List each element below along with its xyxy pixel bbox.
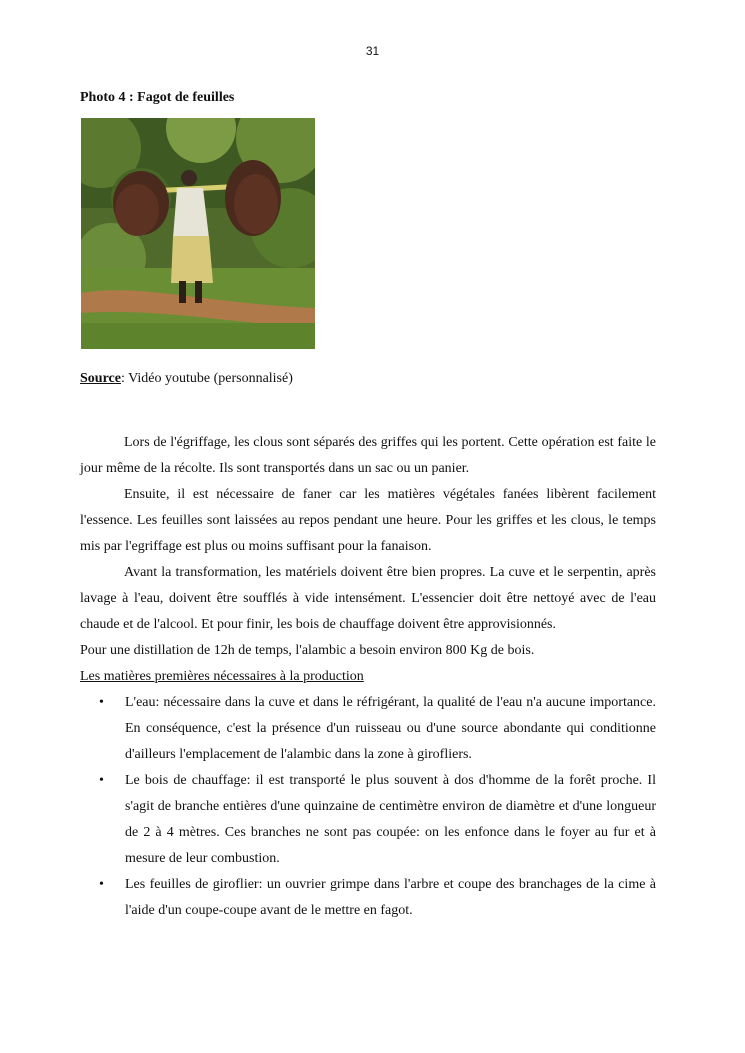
paragraph: Avant la transformation, les matériels doivent être bien propres. La cuve et le serpentin, après lavage à l'eau, doivent être soufflés à vide intensément. L'essencier doit être nettoyé avec de l'eau chaude et de l'alcool. Et pour finir, les bois de chauffage doivent être approvisionnés. <box>80 565 656 632</box>
source-label: Source <box>80 371 121 386</box>
photo-leaf-bundles <box>81 118 315 349</box>
list-item <box>80 872 656 924</box>
source-line <box>80 371 293 387</box>
list-item-text: L'eau: nécessaire dans la cuve et dans le réfrigérant, la qualité de l'eau n'a aucune importance. En conséquence, c'est la présence d'un ruisseau ou d'une source abondante qui conditionne d'ailleurs l'emplacement de l'alambic dans la zone à girofliers. <box>125 695 656 762</box>
list-item-text: Les feuilles de giroflier: un ouvrier grimpe dans l'arbre et coupe des branchages de la cime à l'aide d'un coupe-coupe avant de le mettre en fagot. <box>125 877 656 918</box>
list-item <box>80 690 656 768</box>
photo-title: Photo 4 : Fagot de feuilles <box>80 90 235 105</box>
bullet-icon: • <box>99 695 104 710</box>
paragraph: Ensuite, il est nécessaire de faner car les matières végétales fanées libèrent facilement l'essence. Les feuilles sont laissées au repos pendant une heure. Pour les griffes et les clous, le temps mis par l'egriffage est plus ou moins suffisant pour la fanaison. <box>80 487 656 554</box>
section-heading: Les matières premières nécessaires à la production <box>80 669 364 684</box>
plain-line: Pour une distillation de 12h de temps, l'alambic a besoin environ 800 Kg de bois. <box>80 643 535 658</box>
list-item <box>80 768 656 872</box>
bullet-icon: • <box>99 773 104 788</box>
page-number: 31 <box>365 44 380 58</box>
bullet-icon: • <box>99 877 104 892</box>
bullet-list <box>80 690 656 924</box>
paragraph: Lors de l'égriffage, les clous sont séparés des griffes qui les portent. Cette opération est faite le jour même de la récolte. Ils sont transportés dans un sac ou un panier. <box>80 435 656 476</box>
body-text <box>80 430 656 924</box>
source-text: : Vidéo youtube (personnalisé) <box>120 371 293 386</box>
list-item-text: Le bois de chauffage: il est transporté le plus souvent à dos d'homme de la forêt proche. Il s'agit de branche entières d'une quinzaine de centimètre environ de diamètre et d'une longueur de 2 à 4 mètres. Ces branches ne sont pas coupée: on les enfonce dans le foyer au fur et à mesure de leur combustion. <box>125 773 656 866</box>
